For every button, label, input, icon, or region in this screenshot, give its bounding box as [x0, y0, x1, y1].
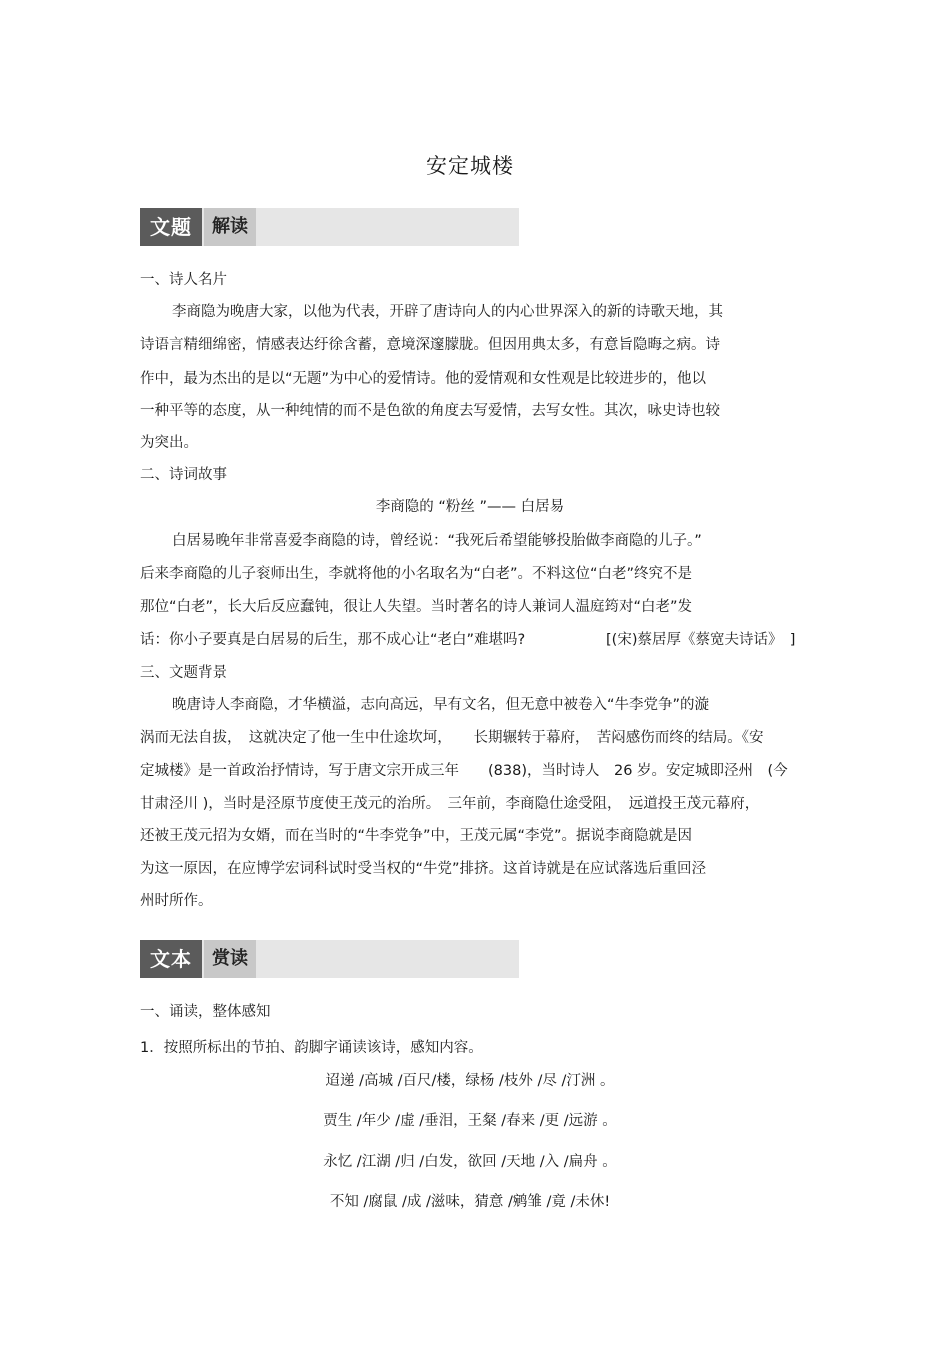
poem-line: 贾生 /年少 /虚 /垂泪，王粲 /春来 /更 /远游 。 [323, 1113, 617, 1129]
citation-source: [(宋)蔡居厚《蔡宽夫诗话》 ] [606, 632, 796, 648]
paragraph-line: 李商隐为晚唐大家，以他为代表，开辟了唐诗向人的内心世界深入的新的诗歌天地，其 [172, 304, 723, 320]
paragraph-line: 涡而无法自拔， 这就决定了他一生中仕途坎坷， 长期辗转于幕府， 苦闷感伤而终的结局。《安 [140, 730, 764, 746]
section-banner-wenti [140, 208, 519, 246]
paragraph-line: 诗语言精细绵密，情感表达纡徐含蓄，意境深邃朦胧。但因用典太多，有意旨隐晦之病。诗 [140, 337, 720, 353]
story-subtitle: 李商隐的 “粉丝 ”—— 白居易 [375, 499, 565, 515]
paragraph-line: 还被王茂元招为女婿，而在当时的“牛李党争”中，王茂元属“李党”。据说李商隐就是因 [140, 828, 693, 844]
paragraph-line: 后来李商隐的儿子衮师出生，李就将他的小名取名为“白老”。不料这位“白老”终究不是 [140, 566, 693, 582]
section-heading: 三、文题背景 [140, 665, 227, 681]
section-heading: 二、诗词故事 [140, 467, 227, 483]
banner-light-label: 赏读 [204, 940, 256, 978]
section-banner-wenben [140, 940, 519, 978]
poem-line: 迢递 /高城 /百尺/楼，绿杨 /枝外 /尽 /汀洲 。 [325, 1073, 615, 1089]
paragraph-line: 那位“白老”，长大后反应蠢钝，很让人失望。当时著名的诗人兼词人温庭筠对“白老”发 [140, 599, 693, 615]
banner-light-label: 解读 [204, 208, 256, 246]
paragraph-line: 州时所作。 [140, 893, 213, 909]
question-text: 1．按照所标出的节拍、韵脚字诵读该诗，感知内容。 [140, 1040, 483, 1056]
paragraph-line: 话：你小子要真是白居易的后生，那不成心让“老白”难堪吗? [140, 632, 526, 648]
section-heading: 一、诵读，整体感知 [140, 1004, 271, 1020]
paragraph-line: 为这一原因，在应博学宏词科试时受当权的“牛党”排挤。这首诗就是在应试落选后重回泾 [140, 861, 707, 877]
banner-dark-label: 文本 [140, 940, 202, 978]
paragraph-line: 甘肃泾川 )，当时是泾原节度使王茂元的治所。 三年前，李商隐仕途受阻， 远道投王茂元幕府， [140, 796, 760, 812]
paragraph-line: 白居易晚年非常喜爱李商隐的诗，曾经说：“我死后希望能够投胎做李商隐的儿子。” [172, 533, 702, 549]
banner-dark-label: 文题 [140, 208, 202, 246]
paragraph-line: 晚唐诗人李商隐，才华横溢，志向高远，早有文名，但无意中被卷入“牛李党争”的漩 [172, 697, 710, 713]
paragraph-line: 定城楼》是一首政治抒情诗，写于唐文宗开成三年 (838)，当时诗人 26 岁。安定城即泾州 (今 [140, 763, 788, 779]
poem-line: 不知 /腐鼠 /成 /滋味，猜意 /鹓雏 /竟 /未休! [329, 1194, 611, 1210]
poem-line: 永忆 /江湖 /归 /白发，欲回 /天地 /入 /扁舟 。 [323, 1154, 617, 1170]
page-title: 安定城楼 [426, 154, 514, 178]
paragraph-line: 为突出。 [140, 435, 198, 451]
paragraph-line: 作中，最为杰出的是以“无题”为中心的爱情诗。他的爱情观和女性观是比较进步的，他以 [140, 371, 707, 387]
paragraph-line: 一种平等的态度，从一种纯情的而不是色欲的角度去写爱情，去写女性。其次，咏史诗也较 [140, 403, 720, 419]
section-heading: 一、诗人名片 [140, 272, 227, 288]
